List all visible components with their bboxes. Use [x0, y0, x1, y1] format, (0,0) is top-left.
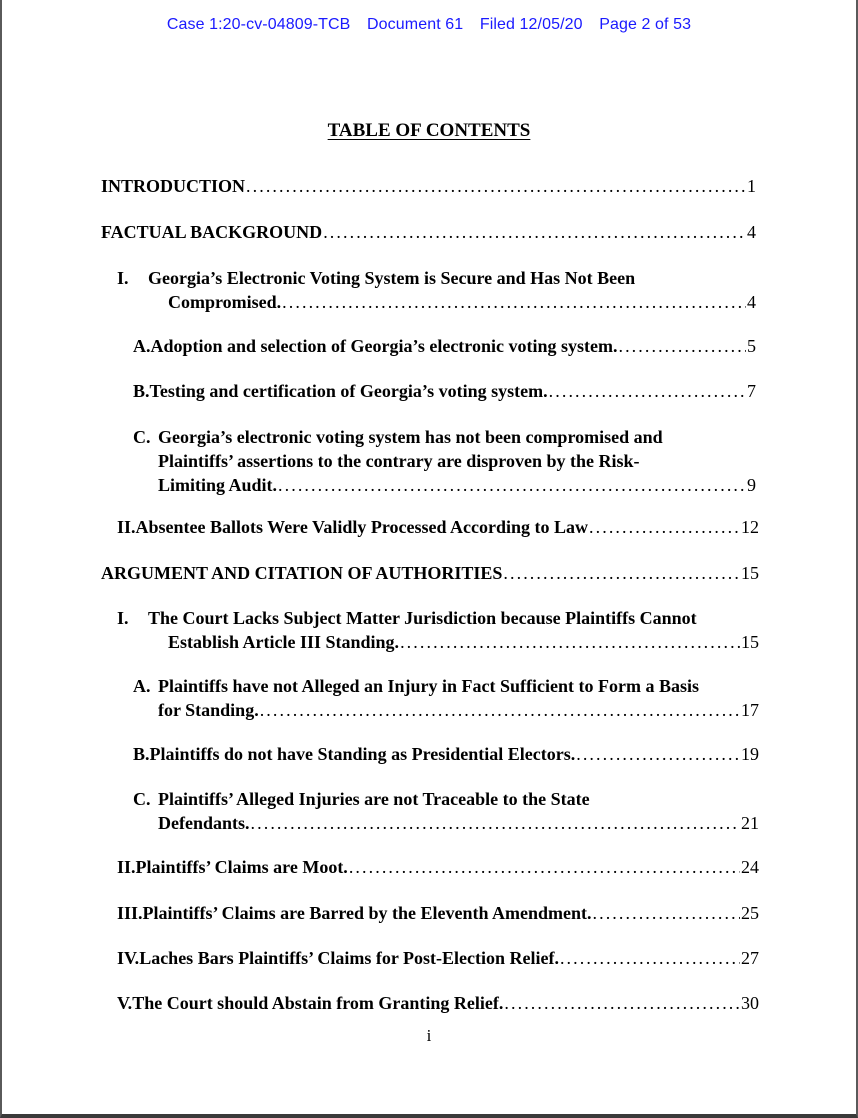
- entry-label: Absentee Ballots Were Validly Processed According to Law: [135, 517, 589, 537]
- entry-number: C.: [133, 427, 151, 447]
- toc-entry-arg-i-a[interactable]: [133, 674, 759, 722]
- entry-number: B.: [133, 744, 150, 764]
- dot-leader: [593, 901, 741, 925]
- toc-entry-arg-iv[interactable]: [117, 946, 759, 970]
- entry-page: 5: [747, 336, 756, 356]
- entry-label: Testing and certification of Georgia’s voting system.: [149, 381, 548, 401]
- toc-entry-introduction[interactable]: [101, 174, 756, 198]
- entry-label-line2: Plaintiffs’ assertions to the contrary are disproven by the Risk-: [158, 451, 640, 471]
- entry-page: 4: [747, 222, 756, 242]
- dot-leader: [251, 811, 740, 835]
- entry-label-line1: Georgia’s Electronic Voting System is Secure and Has Not Been: [148, 268, 636, 288]
- entry-label: Plaintiffs’ Claims are Barred by the Eleventh Amendment.: [142, 903, 592, 923]
- filed-date: Filed 12/05/20: [479, 16, 583, 33]
- entry-number: III.: [117, 903, 143, 923]
- entry-number: I.: [117, 268, 129, 288]
- entry-number: II.: [117, 517, 136, 537]
- entry-page: 21: [741, 813, 759, 833]
- dot-leader: [576, 742, 740, 766]
- entry-page: 19: [741, 744, 759, 764]
- entry-label-line1: Plaintiffs’ Alleged Injuries are not Traceable to the State: [158, 789, 590, 809]
- entry-number: IV.: [117, 948, 140, 968]
- toc-title: TABLE OF CONTENTS: [327, 120, 531, 141]
- dot-leader: [323, 220, 746, 244]
- entry-page: 17: [741, 700, 759, 720]
- case-number: Case 1:20-cv-04809-TCB: [166, 16, 351, 33]
- entry-page: 15: [741, 632, 759, 652]
- entry-number: V.: [117, 993, 133, 1013]
- dot-leader: [549, 379, 746, 403]
- entry-label: Adoption and selection of Georgia’s electronic voting system.: [150, 336, 618, 356]
- entry-page: 24: [741, 857, 759, 877]
- entry-page: 15: [741, 563, 759, 583]
- entry-label-line1: Georgia’s electronic voting system has not been compromised and: [158, 427, 663, 447]
- toc-entry-arg-i[interactable]: [117, 606, 759, 654]
- entry-label: Plaintiffs do not have Standing as Presidential Electors.: [149, 744, 576, 764]
- toc-entry-arg-iii[interactable]: [117, 901, 759, 925]
- dot-leader: [278, 473, 746, 497]
- dot-leader: [260, 698, 740, 722]
- dot-leader: [282, 290, 746, 314]
- dot-leader: [504, 991, 740, 1015]
- entry-label: Plaintiffs’ Claims are Moot.: [135, 857, 348, 877]
- toc-entry-arg-ii[interactable]: [117, 855, 759, 879]
- entry-page: 27: [741, 948, 759, 968]
- toc-entry-factual-background[interactable]: [101, 220, 756, 244]
- entry-number: I.: [117, 608, 129, 628]
- toc-entry-argument[interactable]: [101, 561, 759, 585]
- entry-label-line2: Compromised.: [168, 292, 282, 312]
- dot-leader: [589, 515, 740, 539]
- entry-page: 30: [741, 993, 759, 1013]
- entry-label-line1: The Court Lacks Subject Matter Jurisdiction because Plaintiffs Cannot: [148, 608, 697, 628]
- toc-entry-fb-i-b[interactable]: [133, 379, 756, 403]
- entry-label-line3: Limiting Audit.: [158, 475, 278, 495]
- dot-leader: [400, 630, 740, 654]
- entry-page: 1: [747, 176, 756, 196]
- toc-entry-fb-ii[interactable]: [117, 515, 759, 539]
- entry-page: 9: [747, 475, 756, 495]
- entry-label-line2: Establish Article III Standing.: [168, 632, 400, 652]
- page-number: i: [426, 1026, 432, 1045]
- dot-leader: [349, 855, 740, 879]
- entry-page: 12: [741, 517, 759, 537]
- entry-label: INTRODUCTION: [101, 176, 246, 196]
- entry-label-line2: Defendants.: [158, 813, 250, 833]
- toc-entry-fb-i-a[interactable]: [133, 334, 756, 358]
- dot-leader: [246, 174, 746, 198]
- dot-leader: [560, 946, 740, 970]
- toc-entry-fb-i[interactable]: [117, 266, 756, 314]
- dot-leader: [503, 561, 740, 585]
- entry-page: 7: [747, 381, 756, 401]
- entry-label-line1: Plaintiffs have not Alleged an Injury in Fact Sufficient to Form a Basis: [158, 676, 699, 696]
- entry-number: A.: [133, 676, 151, 696]
- entry-label: FACTUAL BACKGROUND: [101, 222, 323, 242]
- entry-label: The Court should Abstain from Granting Relief.: [132, 993, 504, 1013]
- case-header: [0, 16, 858, 34]
- entry-label-line2: for Standing.: [158, 700, 259, 720]
- toc-entry-arg-v[interactable]: [117, 991, 759, 1015]
- document-number: Document 61: [367, 16, 464, 33]
- dot-leader: [618, 334, 746, 358]
- toc-entry-arg-i-c[interactable]: [133, 787, 759, 835]
- toc-entry-arg-i-b[interactable]: [133, 742, 759, 766]
- entry-page: 25: [741, 903, 759, 923]
- entry-label: Laches Bars Plaintiffs’ Claims for Post-Election Relief.: [139, 948, 559, 968]
- entry-label: ARGUMENT AND CITATION OF AUTHORITIES: [101, 563, 503, 583]
- entry-number: A.: [133, 336, 151, 356]
- entry-page: 4: [747, 292, 756, 312]
- page-count: Page 2 of 53: [599, 16, 692, 33]
- entry-number: C.: [133, 789, 151, 809]
- entry-number: II.: [117, 857, 136, 877]
- toc-entry-fb-i-c[interactable]: [133, 425, 756, 497]
- entry-number: B.: [133, 381, 150, 401]
